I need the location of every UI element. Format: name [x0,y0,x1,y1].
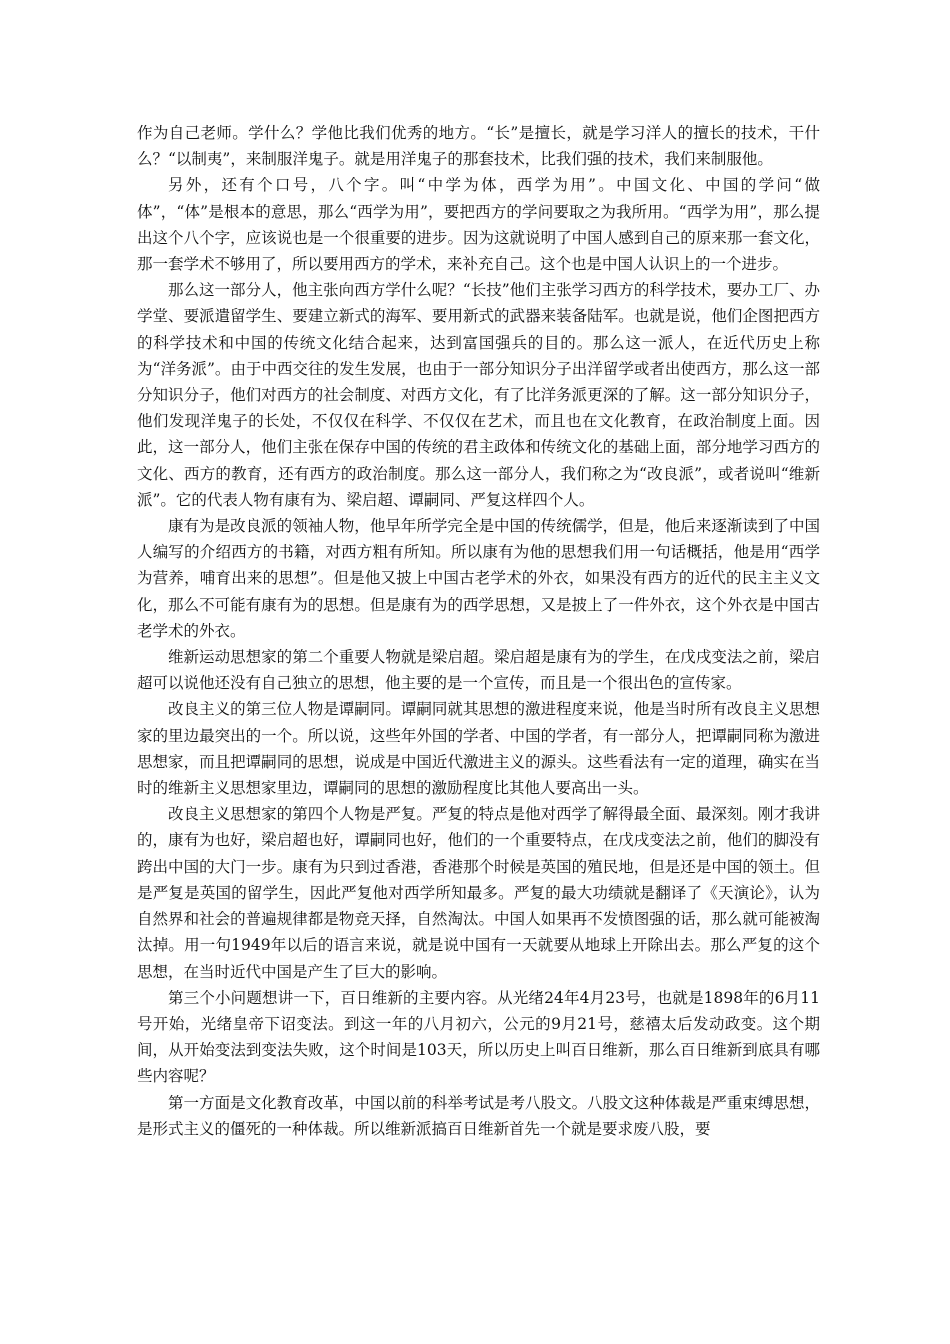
paragraph-4: 康有为是改良派的领袖人物，他早年所学完全是中国的传统儒学，但是，他后来逐渐读到了中国人编写的介绍西方的书籍，对西方粗有所知。所以康有为他的思想我们用一句话概括，他是用“西学为营养，哺育出来的思想”。但是他又披上中国古老学术的外衣，如果没有西方的近代的民主主义文化，那么不可能有康有为的思想。但是康有为的西学思想，又是披上了一件外衣，这个外衣是中国古老学术的外衣。 [137,517,820,640]
paragraph-2: 另外，还有个口号，八个字。叫“中学为体，西学为用”。中国文化、中国的学问“做体”，“体”是根本的意思，那么“西学为用”，要把西方的学问要取之为我所用。“西学为用”，那么提出这个八个字，应该说也是一个很重要的进步。因为这就说明了中国人感到自己的原来那一套文化，那一套学术不够用了，所以要用西方的学术，来补充自己。这个也是中国人认识上的一个进步。 [137,176,820,274]
paragraph-9: 第一方面是文化教育改革，中国以前的科举考试是考八股文。八股文这种体裁是严重束缚思想，是形式主义的僵死的一种体裁。所以维新派搞百日维新首先一个就是要求废八股，要 [137,1093,820,1138]
paragraph-8: 第三个小问题想讲一下，百日维新的主要内容。从光绪24年4月23号，也就是1898年的6月11号开始，光绪皇帝下诏变法。到这一年的八月初六，公元的9月21号，慈禧太后发动政变。这个期间，从开始变法到变法失败，这个时间是103天，所以历史上叫百日维新，那么百日维新到底具有哪些内容呢？ [137,988,820,1086]
paragraph-7: 改良主义思想家的第四个人物是严复。严复的特点是他对西学了解得最全面、最深刻。刚才我讲的，康有为也好，梁启超也好，谭嗣同也好，他们的一个重要特点，在戊戌变法之前，他们的脚没有跨出中国的大门一步。康有为只到过香港，香港那个时候是英国的殖民地，但是还是中国的领土。但是严复是英国的留学生，因此严复他对西学所知最多。严复的最大功绩就是翻译了《天演论》，认为自然界和社会的普遍规律都是物竞天择，自然淘汰。中国人如果再不发愤图强的话，那么就可能被淘汰掉。用一句1949年以后的语言来说，就是说中国有一天就要从地球上开除出去。那么严复的这个思想，在当时近代中国是产生了巨大的影响。 [137,805,820,981]
paragraph-5: 维新运动思想家的第二个重要人物就是梁启超。梁启超是康有为的学生，在戊戌变法之前，梁启超可以说他还没有自己独立的思想，他主要的是一个宣传，而且是一个很出色的宣传家。 [137,648,820,693]
document-body [137,120,820,1142]
paragraph-3: 那么这一部分人，他主张向西方学什么呢？“长技”他们主张学习西方的科学技术，要办工厂、办学堂、要派遣留学生、要建立新式的海军、要用新式的武器来装备陆军。也就是说，他们企图把西方的科学技术和中国的传统文化结合起来，达到富国强兵的目的。那么这一派人，在近代历史上称为“洋务派”。由于中西交往的发生发展，也由于一部分知识分子出洋留学或者出使西方，那么这一部分知识分子，他们对西方的社会制度、对西方文化，有了比洋务派更深的了解。这一部分知识分子，他们发现洋鬼子的长处，不仅仅在科学、不仅仅在艺术，而且也在文化教育，在政治制度上面。因此，这一部分人，他们主张在保存中国的传统的君主政体和传统文化的基础上面，部分地学习西方的文化、西方的教育，还有西方的政治制度。那么这一部分人，我们称之为“改良派”，或者说叫“维新派”。它的代表人物有康有为、梁启超、谭嗣同、严复这样四个人。 [137,281,820,509]
paragraph-1: 作为自己老师。学什么？学他比我们优秀的地方。“长”是擅长，就是学习洋人的擅长的技术，干什么？“以制夷”，来制服洋鬼子。就是用洋鬼子的那套技术，比我们强的技术，我们来制服他。 [137,124,820,169]
paragraph-6: 改良主义的第三位人物是谭嗣同。谭嗣同就其思想的激进程度来说，他是当时所有改良主义思想家的里边最突出的一个。所以说，这些年外国的学者、中国的学者，有一部分人，把谭嗣同称为激进思想家，而且把谭嗣同的思想，说成是中国近代激进主义的源头。这些看法有一定的道理，确实在当时的维新主义思想家里边，谭嗣同的思想的激励程度比其他人要高出一头。 [137,700,820,798]
